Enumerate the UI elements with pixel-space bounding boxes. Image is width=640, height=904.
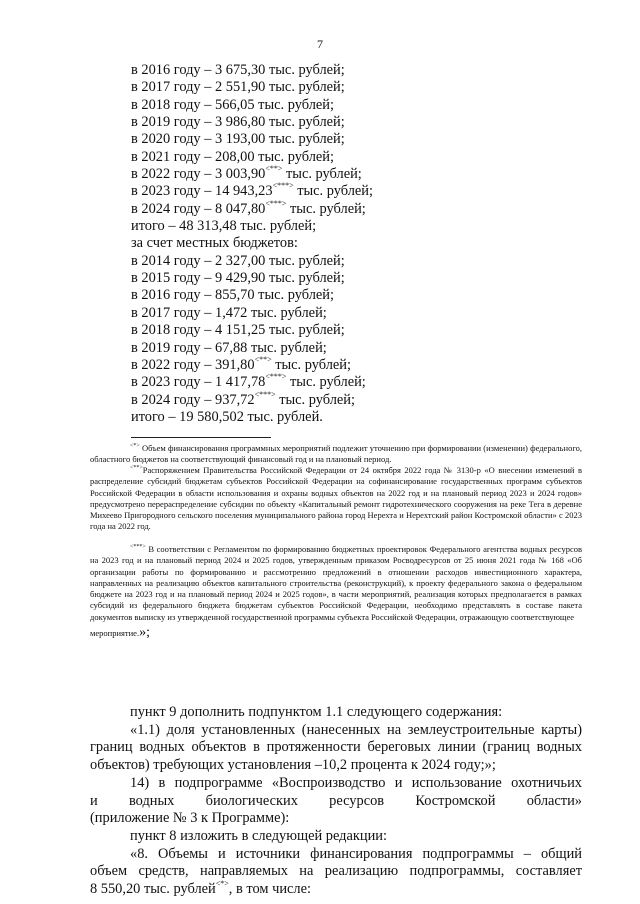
footnote-mark: <***> [265, 198, 287, 208]
funding-line-tail: тыс. рублей; [275, 391, 355, 408]
funding-line [131, 149, 373, 166]
paragraph: и водных биологических ресурсов Костромской области» [90, 792, 582, 809]
footnote-mark: <*> [215, 879, 229, 889]
footnote-mark: <***> [265, 372, 287, 382]
funding-line-text: в 2024 году – 937,72 [131, 391, 255, 408]
funding-line-tail: тыс. рублей; [282, 166, 362, 183]
funding-line [131, 270, 373, 287]
funding-line [131, 183, 373, 200]
funding-line [131, 305, 373, 322]
funding-line-tail: тыс. рублей; [271, 356, 351, 373]
paragraph: 14) в подпрограмме «Воспроизводство и использование охотничьих [130, 774, 582, 791]
funding-line [131, 131, 373, 148]
funding-line-text: итого – 19 580,502 тыс. рублей. [131, 408, 323, 425]
funding-line [131, 166, 373, 183]
funding-line [131, 218, 373, 235]
funding-line-text: в 2019 году – 67,88 тыс. рублей; [131, 339, 327, 356]
paragraph: пункт 8 изложить в следующей редакции: [130, 827, 387, 844]
funding-line [131, 235, 373, 252]
paragraph: «1.1) доля установленных (нанесенных на землеустроительные карты) границ водных объектов в протяженности береговых линии (границ водных объектов) требующих установления –10,2 процента к 2024 году;»; [90, 721, 582, 774]
funding-line [131, 374, 373, 391]
funding-line [131, 97, 373, 114]
funding-list [131, 62, 373, 426]
footnote-mark: <***> [130, 544, 146, 550]
funding-line [131, 114, 373, 131]
funding-line-text: в 2022 году – 391,80 [131, 356, 255, 373]
funding-line-text: итого – 48 313,48 тыс. рублей; [131, 218, 317, 235]
paragraph-tail: , в том числе: [228, 881, 311, 898]
funding-line [131, 322, 373, 339]
footnote-1 [90, 443, 582, 466]
funding-line [131, 198, 373, 218]
paragraph: объем средств, направляемых на реализацию подпрограммы, составляет [90, 863, 582, 880]
funding-line [131, 79, 373, 96]
footnote-separator [131, 437, 271, 438]
amount-text: 8 550,20 тыс. рублей [90, 881, 216, 898]
footnote-mark: <**> [130, 465, 143, 471]
funding-line-tail: тыс. рублей; [286, 374, 366, 391]
funding-line-text: в 2016 году – 3 675,30 тыс. рублей; [131, 62, 345, 78]
funding-line [131, 409, 373, 426]
funding-line-text: в 2023 году – 1 417,78 [131, 374, 266, 391]
funding-line-text: в 2016 году – 855,70 тыс. рублей; [131, 287, 334, 304]
funding-line-text: в 2020 году – 3 193,00 тыс. рублей; [131, 131, 345, 148]
funding-line-tail: тыс. рублей; [286, 200, 366, 217]
funding-line [131, 389, 373, 409]
closing-quote: »; [139, 625, 150, 641]
footnote-mark: <**> [265, 164, 283, 174]
footnote-mark: <***> [254, 389, 276, 399]
funding-line-text: в 2018 году – 566,05 тыс. рублей; [131, 96, 334, 113]
page-number: 7 [317, 37, 323, 51]
funding-line-text: в 2014 году – 2 327,00 тыс. рублей; [131, 252, 345, 269]
funding-line-text: за счет местных бюджетов: [131, 235, 298, 252]
funding-line-text: в 2021 году – 208,00 тыс. рублей; [131, 148, 334, 165]
funding-line-text: в 2018 году – 4 151,25 тыс. рублей; [131, 322, 345, 339]
funding-line-text: в 2019 году – 3 986,80 тыс. рублей; [131, 114, 345, 131]
funding-line [131, 62, 373, 79]
footnote-text: мероприятие. [90, 628, 140, 639]
footnote-mark: <*> [130, 443, 140, 449]
footnote-text: Объем финансирования программных мероприятий подлежит уточнению при формировании (изменении) федерального, областного бюджетов на соответствующий финансовый год и на плановый период. [90, 443, 582, 465]
paragraph: пункт 9 дополнить подпунктом 1.1 следующего содержания: [130, 704, 503, 720]
document-body [90, 704, 582, 899]
funding-line [131, 340, 373, 357]
funding-line-text: в 2015 году – 9 429,90 тыс. рублей; [131, 270, 345, 287]
funding-line [131, 287, 373, 304]
footnote-3 [90, 544, 582, 639]
funding-line-text: в 2023 году – 14 943,23 [131, 183, 273, 200]
paragraph: (приложение № 3 к Программе): [90, 810, 290, 827]
funding-line-text: в 2022 году – 3 003,90 [131, 166, 266, 183]
paragraph [90, 881, 582, 899]
funding-line-tail: тыс. рублей; [293, 183, 373, 200]
funding-line-text: в 2017 году – 1,472 тыс. рублей; [131, 304, 327, 321]
funding-line-text: в 2024 году – 8 047,80 [131, 200, 266, 217]
funding-line-text: в 2017 году – 2 551,90 тыс. рублей; [131, 79, 345, 96]
footnote-2 [90, 465, 582, 533]
paragraph: «8. Объемы и источники финансирования подпрограммы – общий [130, 845, 582, 862]
funding-line [131, 354, 373, 374]
footnote-text: Распоряжением Правительства Российской Федерации от 24 октября 2022 года № 3130-р «О внесении изменений в распределение субсидий бюджетам субъектов Российской Федерации на софинансирование государственных программ субъектов Российской Федерации в области использования и охраны водных объектов на 2022 год и на плановый период 2023 и 2024 годов» предусмотрено перераспределение субсидии по объекту «Капитальный ремонт гидротехнического сооружения на реке Тега в деревне Михеево Пригородного сельского поселения муниципального района город Нерехта и Нерехтский район Костромской области» с 2023 года на 2022 год. [90, 465, 582, 532]
funding-line [131, 253, 373, 270]
footnote-mark: <***> [272, 181, 294, 191]
footnote-text: В соответствии с Регламентом по формированию бюджетных проектировок Федерального агентства водных ресурсов на 2023 год и на плановый период 2024 и 2025 годов, утвержденным приказом Росводресурсов от 25 июня 2021 года № 168 «Об организации работы по формированию и рассмотрению предложений в отношении расходов инвестиционного характера, направленных на реализацию объектов капитального строительства (реконструкций), к проекту федерального закона о федеральном бюджете на 2023 год и на плановый период 2024 и 2025 годов», в части мероприятий, реализация которых предполагается в рамках субсидий из федерального бюджета бюджетам субъектов Российской Федерации, необходимо представлять в составе пакета документов выписку из утвержденной государственной программы субъекта Российской Федерации, отражающую соответствующее [90, 544, 582, 622]
footnote-mark: <**> [254, 354, 272, 364]
